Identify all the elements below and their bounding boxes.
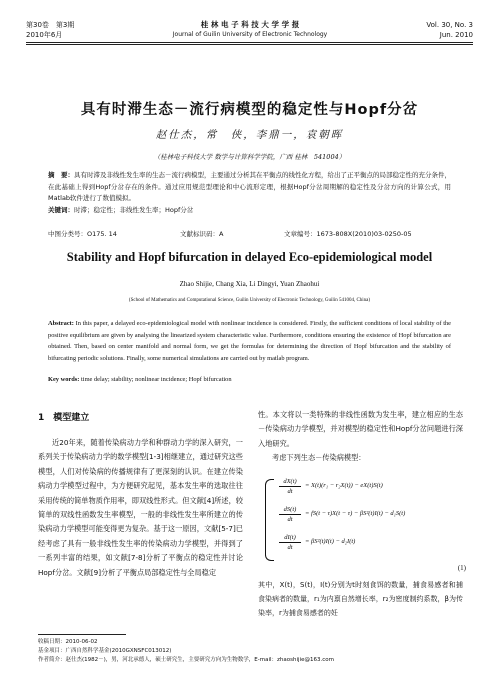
equation-2-rhs: = fS(t − τ)X(t − τ) − βS²(t)I(t) − d₁S(t) xyxy=(305,510,406,517)
left-column-text: 近20年来，随着传染病动力学和种群动力学的深入研究，一系列关于传染病动力学的数学模型[1-3]相继建立，通过研究这些模型，人们对传染病的传播规律有了更深刻的认识。在建立传染病动力学模型过程中，为方便研究起见，基本发生率的选取往往采用传统的简单物质作用率，即双线性形式。但文献[4]所述，较简单的双线性函数发生率模型，一般的非线性发生率所建立的传染病动力学模型可能变得更为复杂。基于这一原因，文献[5-7]已经考虑了具有一般非线性发生率的传染病动力学模型，并得到了一系列丰富的结果，如文献[7-8]分析了平衡点的稳定性并讨论Hopf分岔。文献[9]分析了平衡点局部稳定性与全局稳定 xyxy=(38,438,243,577)
english-abstract xyxy=(48,318,451,364)
footnote-rule xyxy=(38,634,126,635)
equation-1-lhs: $\frac{dX(t)}{dt}$ xyxy=(279,477,301,496)
document-code: 文献标识码：A xyxy=(180,230,224,238)
section-heading: 1 模型建立 xyxy=(38,413,90,423)
english-abstract-text: In this paper, a delayed eco-epidemiological model with nonlinear incidence is considered. Firstly, the sufficient conditions of local stability of the positive equilibrium are given by analysing the linearized system characteristic value. Furthermore, conditions ensuring the existence of Hopf bifurcation are obtained. Then, based on center manifold and normal form, we get the formulas for determining the direction of Hopf bifurcation and the stability of bifurcating periodic solutions. Finally, some numerical simulations are carried out by matlab program. xyxy=(48,320,451,362)
english-authors: Zhao Shijie, Chang Xia, Li Dingyi, Yuan Zhaohui xyxy=(179,280,320,288)
journal-volume-info-en xyxy=(426,20,473,40)
volume-issue-en: Vol. 30, No. 3 xyxy=(426,21,473,29)
footnotes xyxy=(38,638,468,665)
journal-name xyxy=(150,20,350,40)
publication-date-en: Jun. 2010 xyxy=(439,31,473,39)
equation-3-rhs: = βS²(t)I(t) − d₂I(t) xyxy=(305,538,356,545)
journal-volume-info xyxy=(26,20,74,40)
right-paragraph-2: 考虑下列生态－传染病模型： xyxy=(272,453,366,463)
english-keywords xyxy=(48,376,451,383)
english-affiliation: (School of Mathematics and Computational Science, Guilin University of Electronic Technology, Guilin 541004, China) xyxy=(128,298,371,303)
english-abstract-label: Abstract: xyxy=(48,320,74,327)
abstract-label: 摘 要： xyxy=(48,171,74,179)
paper-affiliation: （桂林电子科技大学 数学与计算科学学院，广西 桂林 541004） xyxy=(153,153,346,161)
journal-name-en: Journal of Guilin University of Electronic Technology xyxy=(172,31,328,38)
paper-title: 具有时滞生态－流行病模型的稳定性与Hopf分岔 xyxy=(80,102,419,118)
right-column-after-equation: 其中，X(t)，S(t)，I(t)分别为t时刻食饵的数量，捕食易感者和捕食染病者的数量，r₁为内禀自然增长率，r₂为密度制约系数，β为传染率，r为捕食易感者的妊 xyxy=(258,581,463,617)
english-keywords-text: time delay; stability; nonlinear incidence; Hopf bifurcation xyxy=(81,376,232,383)
clc-number: 中图分类号：O175. 14 xyxy=(48,230,117,238)
header-rule-bottom xyxy=(26,44,473,45)
abstract-text: 具有时滞及非线性发生率的生态－流行病模型，主要通过分析其在平衡点的线性化方程，给出了正平衡点的局部稳定性的充分条件，在此基础上得到Hopf分岔存在的条件。通过应用规范型理论和中心流形定理，根据Hopf分岔周期解的稳定性及分岔方向的计算公式，用Matlab软件进行了数值模拟。 xyxy=(48,171,451,202)
header-rule-top xyxy=(26,42,473,43)
article-number: 文章编号：1673-808X(2010)03-0250-05 xyxy=(284,230,412,238)
english-keywords-label: Key words: xyxy=(48,376,80,383)
right-column-text xyxy=(258,408,463,466)
received-date: 收稿日期：2010-06-02 xyxy=(38,639,98,645)
publication-date: 2010年6月 xyxy=(26,31,63,39)
chinese-abstract xyxy=(48,170,451,216)
equation-3-lhs: $\frac{dI(t)}{dt}$ xyxy=(279,533,301,552)
equation-brace xyxy=(265,479,274,561)
english-title: Stability and Hopf bifurcation in delayed Eco-epidemiological model xyxy=(66,250,433,264)
volume-issue: 第30卷 第3期 xyxy=(26,21,75,29)
author-info: 作者简介：赵仕杰(1982－)，男，河北承德人，硕士研究生，主要研究方向为生物数学，E-mail：zhaoshijie@163.com xyxy=(38,657,334,663)
equation-system xyxy=(265,477,465,562)
journal-name-cn: 桂 林 电 子 科 技 大 学 学 报 xyxy=(200,20,300,29)
equation-1-rhs: = X(t)(r₁ − r₂X(t)) − eX(t)S(t) xyxy=(305,482,383,489)
fund-info: 基金项目：广西自然科学基金(2010GXNSFC013012) xyxy=(38,648,172,654)
keywords-text: 时滞；稳定性；非线性发生率；Hopf分岔 xyxy=(74,205,194,214)
equation-number: (1) xyxy=(457,564,466,572)
keywords-label: 关键词： xyxy=(48,205,74,214)
right-paragraph-1: 性。本文将以一类特殊的非线性函数为发生率，建立相应的生态－传染病动力学模型，并对模型的稳定性和Hopf分岔问题进行深入地研究。 xyxy=(258,410,463,448)
equation-2-lhs: $\frac{dS(t)}{dt}$ xyxy=(279,505,301,524)
paper-authors: 赵仕杰，常 侠，李鼎一，袁朝晖 xyxy=(155,129,344,141)
